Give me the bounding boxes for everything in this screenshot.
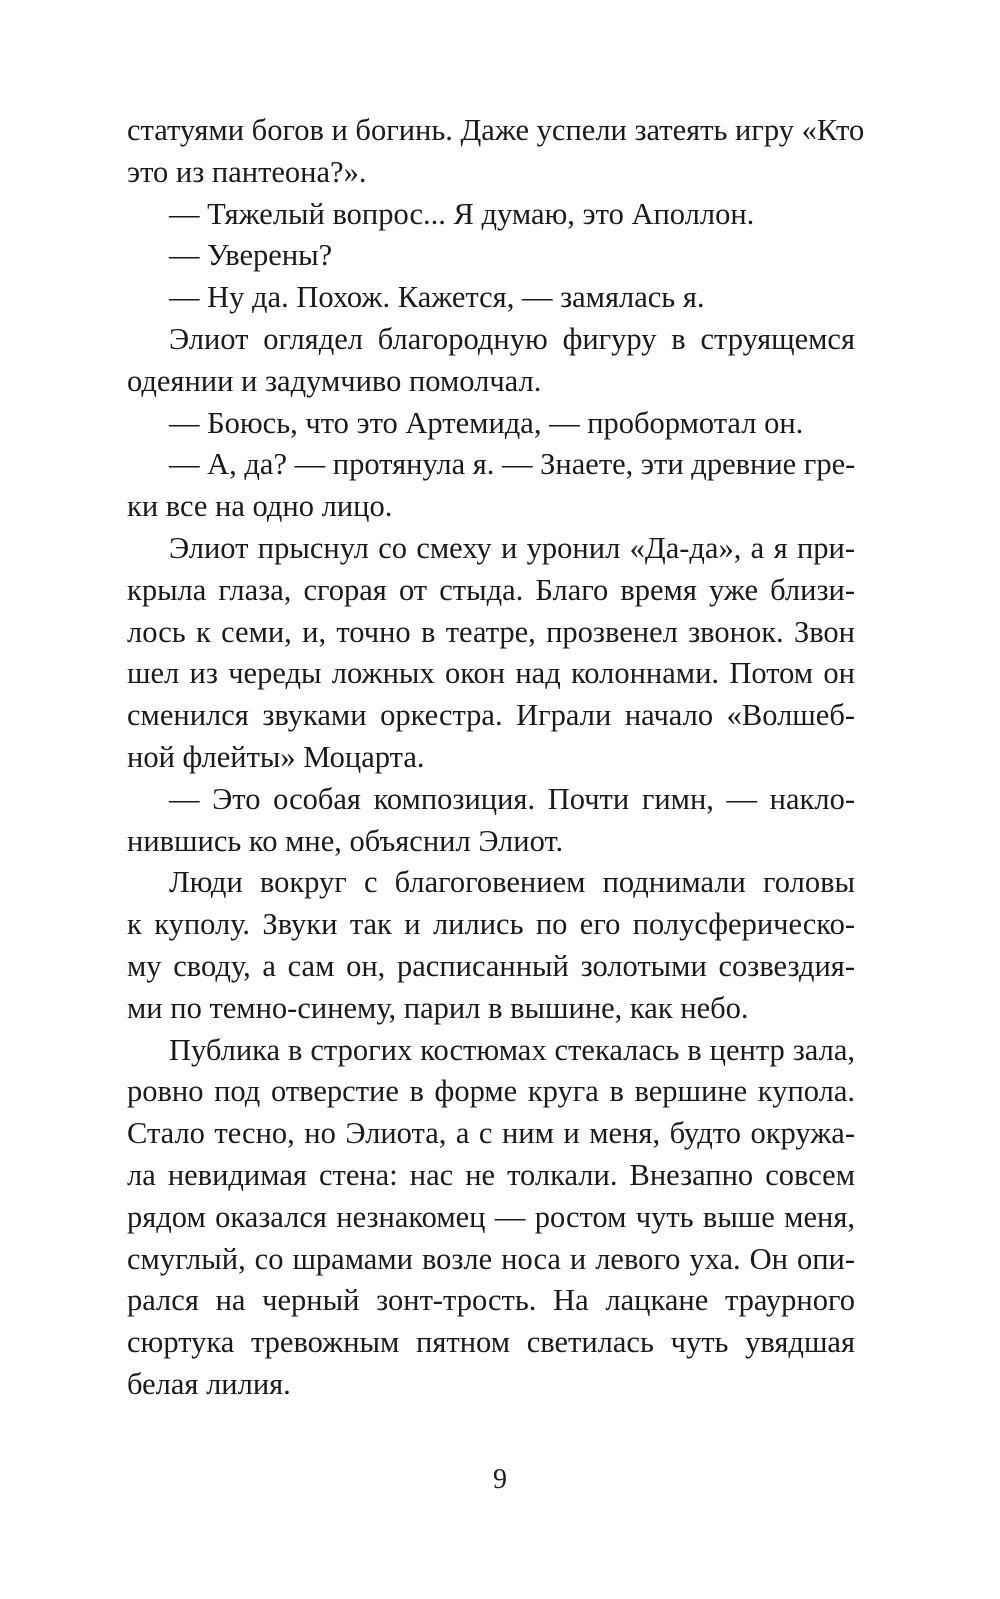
text-line: лось к семи, и, точно в театре, прозвенел звонок. Звон xyxy=(127,614,855,649)
text-line: нившись ко мне, объяснил Элиот. xyxy=(127,823,564,858)
text-line: ной флейты» Моцарта. xyxy=(127,739,425,774)
text-line: му своду, а сам он, расписанный золотыми созвездия- xyxy=(127,948,855,983)
text-line: смуглый, со шрамами возле носа и левого уха. Он опи- xyxy=(127,1241,855,1276)
text-line: — А, да? — протянула я. — Знаете, эти древние гре- xyxy=(169,447,856,482)
text-line: Стало тесно, но Элиота, а с ним и меня, будто окружа- xyxy=(127,1116,855,1151)
text-line: — Уверены? xyxy=(169,238,333,273)
text-line: к куполу. Звуки так и лились по его полусферическо- xyxy=(127,907,855,942)
text-line: Люди вокруг с благоговением поднимали головы xyxy=(169,865,855,900)
text-line: статуями богов и богинь. Даже успели затеять игру «Кто xyxy=(127,113,865,147)
text-line: — Тяжелый вопрос... Я думаю, это Аполлон. xyxy=(169,196,755,231)
text-line: ки все на одно лицо. xyxy=(127,489,393,524)
text-line: это из пантеона?». xyxy=(127,154,367,189)
body-text xyxy=(127,110,865,1406)
text-line: Элиот оглядел благородную фигуру в струящемся xyxy=(169,321,855,356)
text-line: Публика в строгих костюмах стекалась в центр зала, xyxy=(169,1032,855,1067)
text-line: сюртука тревожным пятном светилась чуть увядшая xyxy=(127,1325,855,1360)
page-number: 9 xyxy=(493,1464,507,1495)
text-line: шел из череды ложных окон над колоннами. Потом он xyxy=(127,656,855,691)
text-line: ми по темно-синему, парил в вышине, как небо. xyxy=(127,990,749,1025)
text-line: ла невидимая стена: нас не толкали. Внезапно совсем xyxy=(127,1157,855,1192)
text-line: одеянии и задумчиво помолчал. xyxy=(127,363,542,398)
text-line: рался на черный зонт-трость. На лацкане траурного xyxy=(127,1283,855,1318)
text-line: ровно под отверстие в форме круга в вершине купола. xyxy=(127,1074,855,1109)
text-line: — Это особая композиция. Почти гимн, — накло- xyxy=(169,781,855,816)
text-line: Элиот прыснул со смеху и уронил «Да-да», а я при- xyxy=(169,530,855,565)
text-line: белая лилия. xyxy=(127,1366,291,1401)
text-line: крыла глаза, сгорая от стыда. Благо время уже близи- xyxy=(127,572,855,607)
text-line: — Боюсь, что это Артемида, — пробормотал он. xyxy=(169,405,804,440)
text-line: рядом оказался незнакомец — ростом чуть выше меня, xyxy=(127,1199,855,1234)
text-line: сменился звуками оркестра. Играли начало «Волшеб- xyxy=(127,698,855,733)
text-line: — Ну да. Похож. Кажется, — замялась я. xyxy=(169,280,705,315)
